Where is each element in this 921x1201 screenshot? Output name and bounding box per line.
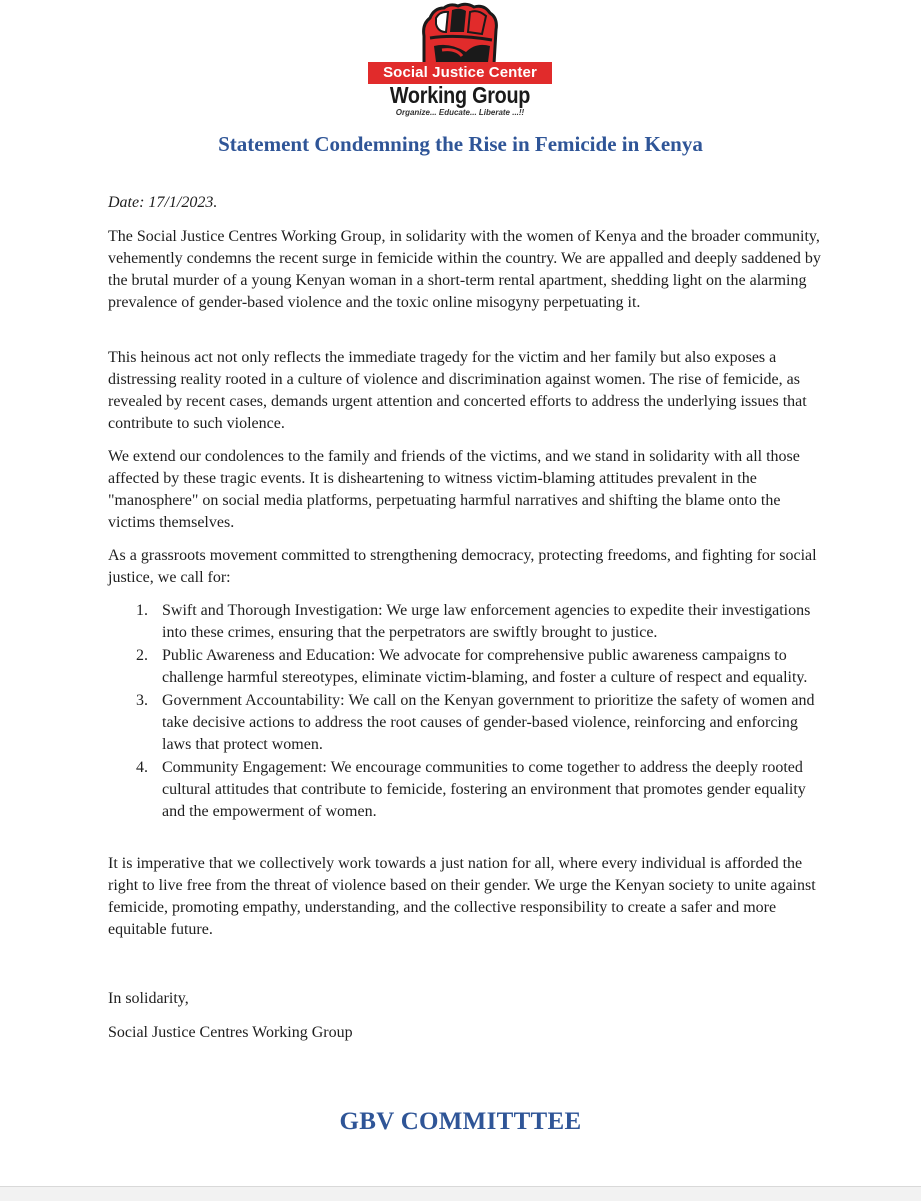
paragraph-1: The Social Justice Centres Working Group, in solidarity with the women of Kenya and the broader community, vehemently condemns the recent surge in femicide within the country. We are appalled and deeply saddened by the brutal murder of a young Kenyan woman in a short-term rental apartment, shedding light on the alarming prevalence of gender-based violence and the toxic online misogyny perpetuating it.: [108, 228, 821, 311]
paragraph-3: We extend our condolences to the family and friends of the victims, and we stand in solidarity with all those affected by these tragic events. It is disheartening to witness victim-blaming attitudes prevalent in the "manosphere" on social media platforms, perpetuating harmful narratives and shifting the blame onto the victims themselves.: [108, 448, 800, 531]
committee-name: GBV COMMITTTEE: [339, 1108, 582, 1135]
list-item-text: Community Engagement: We encourage communities to come together to address the deeply rooted cultural attitudes that contribute to femicide, fostering an environment that promotes gender equality and the empowerment of women.: [162, 759, 806, 820]
signoff: In solidarity,: [108, 990, 189, 1007]
organization-logo: [362, 2, 558, 124]
list-item: [108, 690, 828, 756]
paragraph-4: As a grassroots movement committed to strengthening democracy, protecting freedoms, and fighting for social justice, we call for:: [108, 547, 817, 586]
logo-tagline: Organize... Educate... Liberate ...!!: [395, 108, 525, 117]
raised-fist-icon: [416, 2, 504, 66]
list-item-number: 1.: [136, 602, 148, 619]
page-bottom-edge: [0, 1186, 921, 1201]
list-item-text: Government Accountability: We call on the Kenyan government to prioritize the safety of women and take decisive actions to address the root causes of gender-based violence, reinforcing and enforcing laws that protect women.: [162, 692, 815, 753]
list-item-number: 2.: [136, 647, 148, 664]
document-title: Statement Condemning the Rise in Femicide in Kenya: [218, 132, 703, 156]
list-item: [108, 757, 828, 823]
logo-subtitle: Working Group: [389, 82, 531, 108]
statement-date: Date: 17/1/2023.: [108, 194, 218, 211]
conclusion-paragraph: It is imperative that we collectively work towards a just nation for all, where every individual is afforded the right to live free from the threat of violence based on their gender. We urge the Kenyan society to unite against femicide, promoting empathy, understanding, and the collective responsibility to create a safer and more equitable future.: [108, 855, 816, 938]
logo-banner-text: Social Justice Center: [368, 62, 552, 84]
list-item: [108, 645, 828, 689]
list-item: [108, 600, 828, 644]
list-item-number: 4.: [136, 759, 148, 776]
demands-list: [108, 600, 828, 823]
signatory: Social Justice Centres Working Group: [108, 1024, 353, 1041]
list-item-text: Public Awareness and Education: We advocate for comprehensive public awareness campaigns to challenge harmful stereotypes, eliminate victim-blaming, and foster a culture of respect and equality.: [162, 647, 808, 686]
list-item-number: 3.: [136, 692, 148, 709]
paragraph-2: This heinous act not only reflects the immediate tragedy for the victim and her family but also exposes a distressing reality rooted in a culture of violence and discrimination against women. The rise of femicide, as revealed by recent cases, demands urgent attention and concerted efforts to address the underlying issues that contribute to such violence.: [108, 349, 807, 432]
list-item-text: Swift and Thorough Investigation: We urge law enforcement agencies to expedite their investigations into these crimes, ensuring that the perpetrators are swiftly brought to justice.: [162, 602, 811, 641]
